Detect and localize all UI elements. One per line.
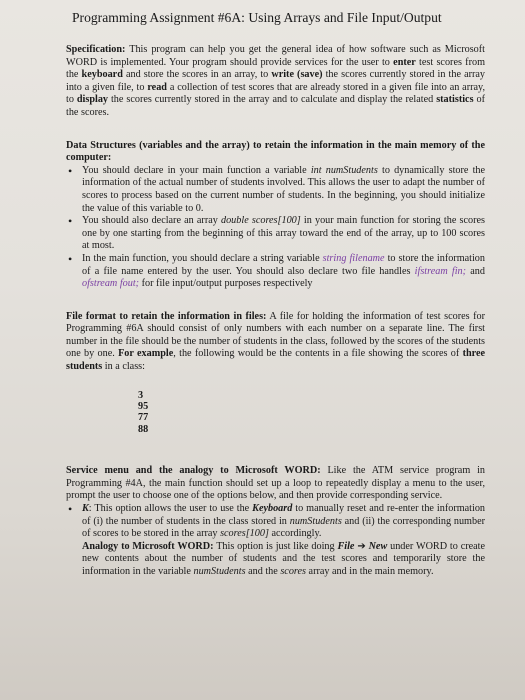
list-item: • You should also declare an array double scores[100] in your main function for storing the scores one by one starting from the beginning of this array toward the end of the array, up to 100 scores at most. — [66, 215, 485, 253]
data-structures-heading: Data Structures (variables and the array) to retain the information in the main memory of the computer: — [66, 139, 485, 164]
arrow-right-icon: ➔ — [357, 540, 366, 552]
list-item: • You should declare in your main function a variable int numStudents to dynamically store the information of the actual number of students involved. This allows the user to adapt the number of scores to process based on the current number of students. In the beginning, you should initialize the value of this variable to 0. — [66, 165, 485, 215]
example-number: 95 — [138, 401, 149, 413]
service-menu-list — [66, 503, 485, 579]
example-number: 77 — [138, 412, 149, 424]
example-number: 88 — [138, 423, 149, 435]
file-format-paragraph: File format to retain the information in files: A file for holding the information of test scores for Programming #6A should consist of only numbers with each number on a separate line. The first number in the file should be the number of students in the class, followed by the scores of the students one by one. For example, the following would be the contents in a file showing the scores of three students in a class: — [66, 310, 486, 373]
example-file-contents — [138, 390, 485, 436]
service-menu-paragraph: Service menu and the analogy to Microsoft WORD: Like the ATM service program in Programming #4A, the main function should set up a loop to repeatedly display a menu to the user, prompt the user to choose one of the options below, and then provide corresponding service. — [66, 465, 486, 502]
specification-paragraph: Specification: This program can help you get the general idea of how software such as Microsoft WORD is implemented. Your program should provide services for the user to enter test scores from the keyboard and store the scores in an array, to write (save) the scores currently stored in the array into a given file, to read a collection of test scores that are already stored in a given file into an array, to display the scores currently stored in the array and to calculate and display the related statistics of the scores. — [66, 44, 485, 118]
data-structures-section — [66, 140, 485, 291]
page-title: Programming Assignment #6A: Using Arrays and File Input/Output — [72, 10, 442, 25]
data-structures-list — [66, 165, 485, 291]
example-number: 3 — [138, 389, 144, 401]
service-menu-section — [66, 465, 485, 578]
list-item: • K: This option allows the user to use the Keyboard to manually reset and re-enter the information of (i) the number of students in the class stored in numStudents and (ii) the corresponding number of scores to be stored in the array scores[100] accordingly. Analogy to Microsoft WORD: This option is just like doing File ➔ New under WORD to create new contents about the number of students and the test scores and temporarily store the information in the variable numStudents and the scores array and in the main memory. — [66, 503, 485, 579]
list-item: • In the main function, you should declare a string variable string filename to store the information of a file name entered by the user. You should also declare two file handles ifstream fin; and ofstream fout; for file input/output purposes respectively — [66, 253, 485, 291]
